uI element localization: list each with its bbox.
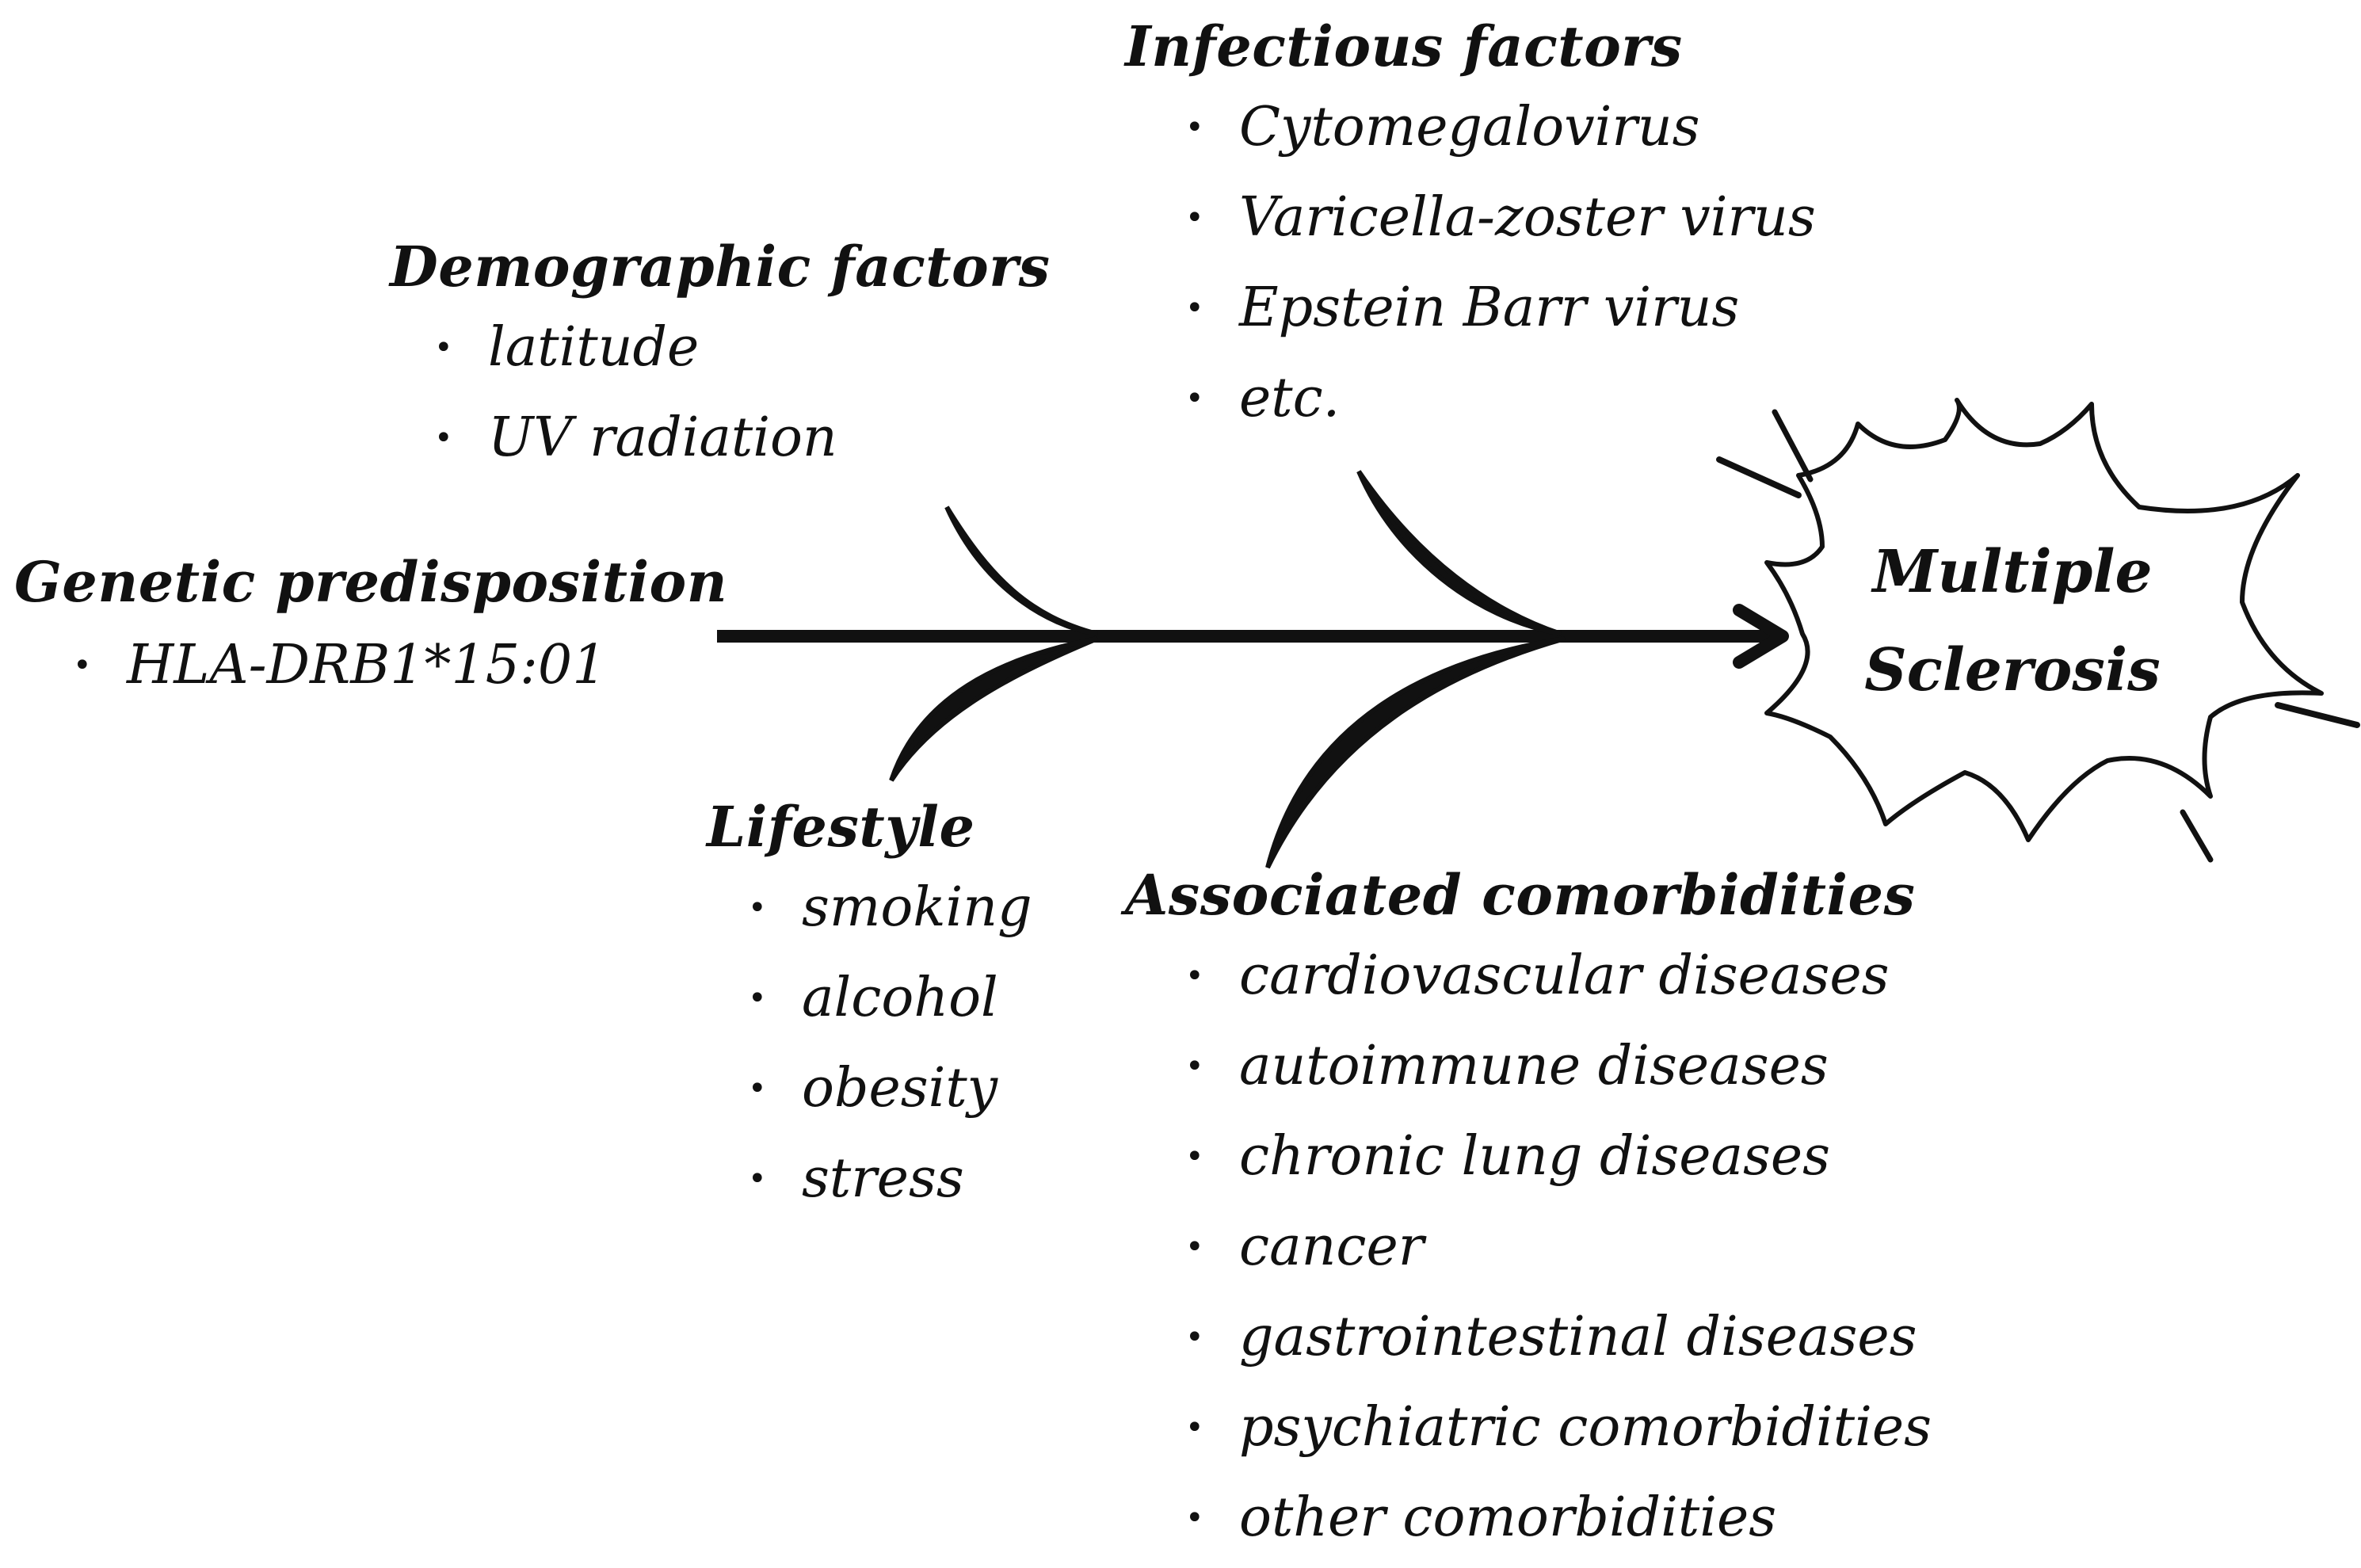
branch-comorbidities bbox=[1268, 639, 1565, 868]
outcome-label bbox=[1830, 523, 2195, 719]
list-item: • chronic lung diseases bbox=[1179, 1112, 1932, 1202]
lifestyle-list bbox=[742, 863, 1032, 1224]
list-item: • smoking bbox=[742, 863, 1032, 953]
associated-comorbidities-heading: Associated comorbidities bbox=[1125, 862, 1916, 928]
list-item: • alcohol bbox=[742, 953, 1032, 1043]
list-item: • gastrointestinal diseases bbox=[1179, 1292, 1932, 1383]
lifestyle-group bbox=[707, 792, 1032, 1224]
genetic-predisposition-heading: Genetic predisposition bbox=[14, 549, 728, 615]
associated-comorbidities-group bbox=[1125, 860, 1932, 1563]
demographic-factors-group bbox=[390, 231, 1051, 483]
genetic-predisposition-list bbox=[67, 618, 727, 713]
list-item: • latitude bbox=[428, 303, 1051, 393]
list-item: • autoimmune diseases bbox=[1179, 1021, 1932, 1112]
list-item: • Cytomegalovirus bbox=[1179, 82, 1816, 173]
branch-infectious bbox=[1359, 471, 1561, 634]
outcome-line-2: Sclerosis bbox=[1864, 636, 2161, 704]
associated-comorbidities-list bbox=[1179, 931, 1932, 1563]
burst-accent-4 bbox=[2183, 812, 2210, 860]
lifestyle-heading: Lifestyle bbox=[707, 794, 975, 860]
outcome-line-1: Multiple bbox=[1872, 538, 2153, 606]
infectious-factors-heading: Infectious factors bbox=[1125, 13, 1683, 79]
list-item: • obesity bbox=[742, 1043, 1032, 1134]
branch-lifestyle bbox=[891, 639, 1097, 780]
branch-demographic bbox=[947, 507, 1097, 634]
burst-accent-1 bbox=[1719, 460, 1798, 495]
list-item: • HLA-DRB1*15:01 bbox=[67, 618, 727, 713]
burst-accent-3 bbox=[2278, 705, 2357, 725]
list-item: • etc. bbox=[1179, 353, 1816, 444]
list-item: • Varicella-zoster virus bbox=[1179, 173, 1816, 263]
list-item: • other comorbidities bbox=[1179, 1473, 1932, 1563]
genetic-predisposition-group bbox=[14, 547, 727, 713]
demographic-factors-heading: Demographic factors bbox=[390, 234, 1051, 299]
list-item: • Epstein Barr virus bbox=[1179, 263, 1816, 353]
list-item: • cancer bbox=[1179, 1202, 1932, 1292]
infectious-factors-list bbox=[1179, 82, 1816, 444]
demographic-factors-list bbox=[428, 303, 1051, 483]
list-item: • stress bbox=[742, 1134, 1032, 1224]
list-item: • cardiovascular diseases bbox=[1179, 931, 1932, 1021]
list-item: • UV radiation bbox=[428, 393, 1051, 483]
list-item: • psychiatric comorbidities bbox=[1179, 1383, 1932, 1473]
infectious-factors-group bbox=[1125, 11, 1816, 444]
